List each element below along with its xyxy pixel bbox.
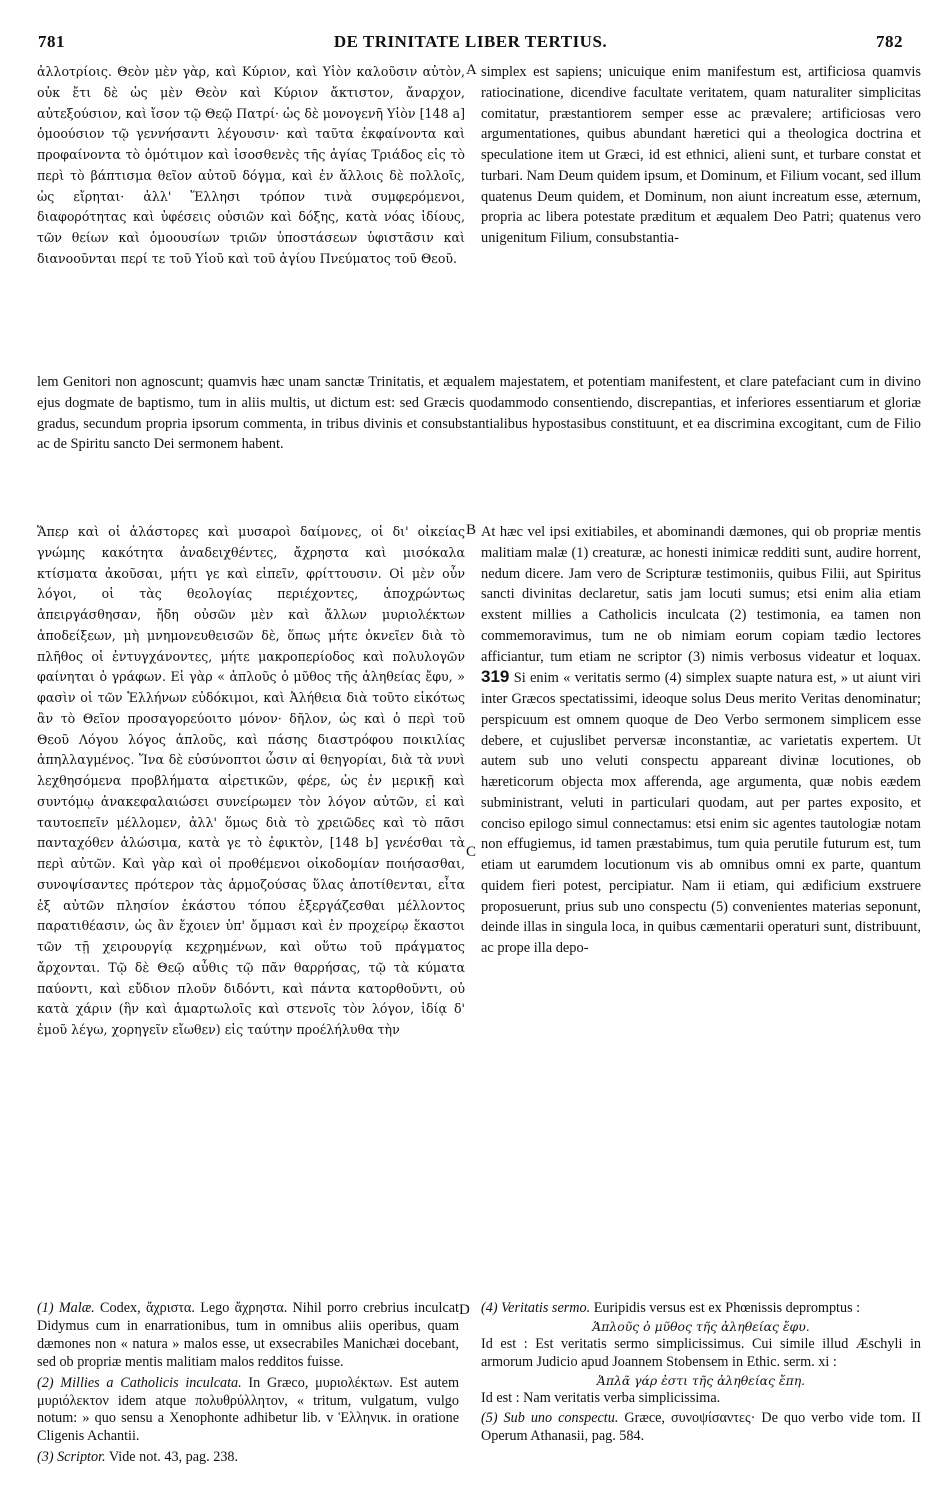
footnote-label: (3) Scriptor. (37, 1449, 106, 1466)
footnote-text: Vide not. 43, pag. 238. (105, 1449, 239, 1466)
footnotes-right (481, 1300, 921, 1490)
footnote-4 (481, 1300, 921, 1407)
latin-text-section-1: simplex est sapiens; unicuique enim manifestum est, artificiosa quamvis ratiocinatione, dicendive facultate veritatem, quam naturaliter simplicitas comitatur, præstantiorem semper esse ac prævalere; artificiosas vero argumentationes, quibus abundant hæretici qui a theologica doctrina et speculatione item ut Græci, id est ethnici, alieni sunt, et turbare constat et turbari. Nam Deum quidem ipsum, et Dominum, et Filium vocant, sed illum quatenus Deum quidem, et Dominum, non aiunt increatum esse, æternum, propria ac libera potestate præditum et æqualem Deo Patri; quatenus vero unigenitum Filium, consubstantia- (481, 64, 921, 246)
footnote-1 (37, 1300, 459, 1372)
footnote-text-3: Id est : Nam veritatis verba simplicissima. (481, 1389, 721, 1406)
margin-marker-a: A (466, 62, 477, 78)
footnote-label: (2) Millies a Catholicis inculcata. (37, 1374, 242, 1391)
greek-text-section-2: Ἅπερ καὶ οἱ ἀλάστορες καὶ μυσαροὶ δαίμονες, οἱ δι' οἰκείας γνώμης κακότητα ἀναδειχθέντες, ἄχρηστα καὶ μισόκαλα κτίσματα ἀκοῦσαι, μήτι γε καὶ εἰπεῖν, φρίττουσιν. Οἱ μὲν οὖν λόγοι, οἱ τὰς θεολογίας περιέχοντες, ἀποχρώντως ἀπειργάσθησαν, ἤδη οὐσῶν μὲν καὶ ἄλλων μυριολέκτων ἀποδείξεων, μὴ μνημονευθεισῶν δὲ, ὅπως μήτε ὀκνεῖεν διὰ τὸ πλῆθος οἱ ἐντυγχάνοντες, μήτε μακροπερίοδος καὶ πολυλογῶν φαίνηται ὁ γράφων. Εἰ γὰρ « ἁπλοῦς ὁ μῦθος τῆς ἀληθείας ἔφυ, » φασὶν οἱ τῶν Ἑλλήνων εὐδόκιμοι, καὶ Ἀλήθεια διὰ τοῦτο εἰκότως ἂν τὸ Θεῖον προσαγορεύοιτο μόνον· δῆλον, ὡς καὶ ὁ περὶ τοῦ Θεοῦ Λόγου λόγος ἁπλοῦς, καὶ πάσης διαστρόφου ποικιλίας ἀπηλλαγμένος. Ἵνα δὲ εὐσύνοπτοι ὦσιν αἱ θεηγορίαι, διὰ τὰ νυνὶ λεχθησόμενα προβλήματα αἱρετικῶν, φέρε, ὡς ἐν μερικῇ καὶ συντόμῳ ἀνακεφαλαιώσει συνείρωμεν τὸν λόγον αὐτῶν, εἰ καὶ ταυτοεπεῖν μέλλομεν, ἀλλ' ὅμως διὰ τὸ χρειῶδες καὶ τὸ πᾶσι πανταχόθεν ἀλώσιμα, κατὰ γε τὸ ἐφικτὸν, [148 b] γενέσθαι τὰ περὶ αὐτῶν. Καὶ γὰρ καὶ οἱ προθέμενοι οἰκοδομίαν ποιήσασθαι, συνοψίσαντες πρότερον τὰς ἁρμοζούσας ὕλας ἀποτίθενται, εἶτα ἐξ αὐτῶν πλησίον ἑκάστου τόπου ἐξεργάζεσθαι μέλλοντος παρατιθέασιν, ὡς ἂν ἔχοιεν ὑπ' ὄμμασι καὶ ἐν προχείρῳ ἕκαστοι τῶν τῇ χειρουργίᾳ κεχρημένων, καὶ οὕτω τοῦ πράγματος ἄρχονται. Τῷ δὲ Θεῷ αὖθις τῷ πᾶν θαρρήσας, τῷ τὰ κύματα παύοντι, καὶ εὔδιον πλοῦν διδόντι, καὶ πάντα κατορθοῦντι, οὐ κατὰ χάριν (ἣν καὶ ἁμαρτωλοῖς καὶ στενοῖς τὸν λόγον, ἰδίᾳ δ' ἐμοῦ λέγω, χορηγεῖν εἴωθεν) εἰς ταύτην προέλήλυθα τὴν (37, 524, 465, 1037)
footnote-quote-1: Ἁπλοῦς ὁ μῦθος τῆς ἀληθείας ἔφυ. (592, 1318, 810, 1334)
footnote-text: Codex, ἄχριστα. Lego ἄχρηστα. Nihil porro crebrius inculcat Didymus cum in enarrationibus, tum in omnibus aliis operibus, quam dæmones non « natura » malos esse, ut exsecrabiles Manichæi docebant, sed ob propriæ mentis malitiam malos redditos fuisse. (37, 1300, 459, 1370)
footnote-5 (481, 1410, 921, 1446)
latin-text-section-2 (481, 522, 921, 1280)
latin-text-part-b: Si enim « veritatis sermo (4) simplex suapte natura est, » ut aiunt viri inter Græcos spectatissimi, ideoque solus Deus merito Veritas denominatur; perspicuum est omnem quoque de Deo Verbo sermonem simplicem esse debere, et cujuslibet perversæ inconstantiæ, ac varietatis expertem. Ut autem sub uno veluti conspectu appareant divinæ locutiones, ob hæreticorum objecta mox afferenda, age argumenta, quæ nobis eædem subministrant, veluti in particulari quodam, aut per partes exposito, et conciso epilogo simul connectamus: etsi enim sic agentes tautologiæ notam non effugiemus, id tamen præstabimus, tum quia perutile futurum est, tum etiam ut earumdem locutionum vis ab omnibus omni ex parte, quantum quidem fieri potest, percipiatur. Nam ii etiam, qui ædificium exstruere proposuerunt, prius sub uno conspectu (5) convenientes materias seponunt, deinde illas in singula loca, in quibus cæmentarii operaturi sunt, distribuunt, ac prope illa depo- (481, 670, 921, 956)
footnote-text-2: Id est : Est veritatis sermo simplicissimus. Cui simile illud Æschyli in armorum Judicio apud Joannem Stobensem in Ethic. serm. xi : (481, 1335, 921, 1370)
column-number: 319 (481, 667, 510, 687)
latin-text-section-1-continued: lem Genitori non agnoscunt; quamvis hæc unam sanctæ Trinitatis, et æqualem majestatem, et potentiam manifestent, et clare patefaciant cum in divino ejus dogmate de baptismo, tum in aliis multis, ut dictum est: sed Græcis quodammodo consentiendo, discrepantias, et inferiores essentiarum et gloriæ gradus, secundum propria ipsorum commenta, in tribus divinis et consubstantialibus hypostasibus constituunt, et ea discrimina excogitant, cum de Filio ac de Spiritu sancto Dei sermonem habent. (37, 374, 921, 453)
latin-text-part-a: At hæc vel ipsi exitiabiles, et abominandi dæmones, qui ob propriæ mentis malitiam malæ (1) creaturæ, ac honesti inimicæ redditi sunt, audire horrent, nedum dicere. Jam vero de Scripturæ testimoniis, quibus Filii, aut Spiritus sancti divinitas declaretur, satis jam locuti sumus; etsi enim alia etiam exstent millies a Catholicis inculcata (2) testimonia, ea tamen non commemoravimus, tum ne ob nimiam eorum copiam tædio lectores afficiantur, tum etiam ne scriptor (3) nimis verbosus videatur et loquax. (481, 524, 921, 665)
greek-text-section-1: ἀλλοτρίοις. Θεὸν μὲν γὰρ, καὶ Κύριον, καὶ Υἱὸν καλοῦσιν αὐτὸν, οὐκ ἔτι δὲ ὡς μὲν Θεὸν καὶ Κύριον ἄκτιστον, ἄναρχον, αὐτεξούσιον, καὶ ἴσον τῷ Θεῷ Πατρί· ὡς δὲ μονογενῆ Υἱὸν [148 a] ὁμοούσιον τῷ γεννήσαντι λέγουσιν· καὶ ταῦτα ἐκφαίνοντα καὶ προφαίνοντα τὸ ὁμότιμον καὶ ἰσοσθενὲς τῆς ἁγίας Τριάδος εἰς τὸ περὶ τὸ βάπτισμα θεῖον αὐτοῦ δόγμα, καὶ ἐν ἄλλοις δὲ πολλοῖς, ὡς εἴρηται· ἀλλ' Ἕλλησι τρόπον τινὰ συμφερόμενοι, διαφορότητας καὶ ὑφέσεις οὐσιῶν καὶ δόξης, κατὰ νόας ἰδίους, τῶν θείων καὶ ὁμοουσίων τριῶν ὑποστάσεων ὑφιστᾶσιν καὶ διανοοῦνται περί τε τοῦ Υἱοῦ καὶ τοῦ ἁγίου Πνεύματος τοῦ Θεοῦ. (37, 64, 465, 266)
footnote-label: (4) Veritatis sermo. (481, 1300, 591, 1316)
footnote-label: (5) Sub uno conspectu. (481, 1410, 619, 1427)
footnote-text: Græce, συνοψίσαντες· De quo verbo vide tom. II Operum Athanasii, pag. 584. (481, 1410, 921, 1445)
footnote-2 (37, 1375, 459, 1447)
running-header (38, 32, 903, 56)
footnote-text: Euripidis versus est ex Phœnissis depromptus : (590, 1300, 861, 1316)
margin-marker-b: B (466, 522, 477, 538)
footnote-quote-2: Ἁπλᾶ γάρ ἐστι τῆς ἀληθείας ἔπη. (596, 1372, 806, 1388)
footnote-label: (1) Malæ. (37, 1300, 95, 1316)
page-number-left: 781 (38, 32, 65, 51)
page-number-right: 782 (876, 32, 903, 51)
footnote-3 (37, 1449, 459, 1467)
margin-marker-d: D (459, 1302, 470, 1318)
footnotes-left (37, 1300, 459, 1490)
running-title: DE TRINITATE LIBER TERTIUS. (333, 32, 608, 51)
margin-marker-c: C (466, 844, 477, 860)
footnote-text: In Græco, μυριολέκτων. Est autem μυριόλεκτον idem atque πολυθρύλλητον, « tritum, vulgatum, vulgo notum: » quo sensu a Xenophonte adhibetur lib. v Ἑλληνικ. in oratione Cligenis Achantii. (37, 1374, 459, 1445)
